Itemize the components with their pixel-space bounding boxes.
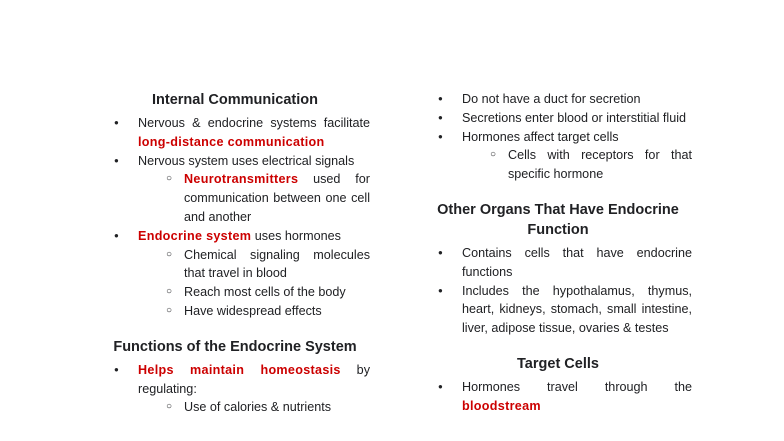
sub-list bbox=[138, 246, 370, 321]
list-item: ● Do not have a duct for secretion bbox=[424, 90, 692, 109]
spacer bbox=[424, 338, 692, 354]
highlight-text: Neurotransmitters bbox=[184, 172, 299, 187]
sub-list-item: ○ Chemical signaling molecules that travel in blood bbox=[138, 246, 370, 284]
heading-internal-communication: Internal Communication bbox=[152, 92, 318, 108]
list-item bbox=[100, 114, 370, 152]
list-item bbox=[100, 361, 370, 417]
sub-list bbox=[138, 170, 370, 226]
item-text: Nervous & endocrine systems facilitate bbox=[138, 116, 370, 130]
highlight-text: Helps maintain homeostasis bbox=[138, 362, 341, 377]
item-text: Hormones travel through the bbox=[462, 379, 692, 394]
list-item: ● Secretions enter blood or interstitial fluid bbox=[424, 109, 692, 128]
list-item bbox=[424, 378, 692, 416]
endocrine-gland-list bbox=[424, 90, 692, 184]
list-item bbox=[424, 128, 692, 184]
list-item bbox=[100, 152, 370, 227]
list-item: ● Contains cells that have endocrine functions bbox=[424, 244, 692, 282]
sub-list-item: ○ Use of calories & nutrients bbox=[138, 398, 370, 417]
left-column bbox=[100, 90, 370, 417]
sub-list-item: ○ Cells with receptors for that specific hormone bbox=[462, 146, 692, 184]
internal-communication-list bbox=[100, 114, 370, 321]
heading-functions-endocrine: Functions of the Endocrine System bbox=[113, 338, 357, 355]
highlight-text: long-distance communication bbox=[138, 134, 325, 149]
functions-list bbox=[100, 361, 370, 417]
other-organs-list bbox=[424, 244, 692, 338]
item-text: by regulating: bbox=[138, 362, 370, 396]
heading-target-cells: Target Cells bbox=[517, 355, 599, 372]
item-text: Hormones affect target cells bbox=[462, 129, 619, 144]
item-text: uses hormones bbox=[251, 228, 341, 243]
sub-list-item: ○ Have widespread effects bbox=[138, 302, 370, 321]
right-column bbox=[424, 90, 692, 416]
spacer bbox=[100, 321, 370, 337]
sub-list bbox=[462, 146, 692, 184]
spacer bbox=[424, 184, 692, 200]
item-text: Nervous system uses electrical signals bbox=[138, 153, 355, 168]
highlight-text: bloodstream bbox=[462, 398, 541, 413]
heading-other-organs: Other Organs That Have Endocrine Function bbox=[437, 201, 679, 238]
target-cells-list bbox=[424, 378, 692, 416]
sub-list-item bbox=[138, 170, 370, 226]
sub-list-item: ○ Reach most cells of the body bbox=[138, 283, 370, 302]
list-item: ● Includes the hypothalamus, thymus, heart, kidneys, stomach, small intestine, liver, adipose tissue, ovaries & testes bbox=[424, 282, 692, 338]
item-text: used for communication between one cell and another bbox=[184, 172, 370, 224]
highlight-text: Endocrine system bbox=[138, 228, 252, 243]
sub-list bbox=[138, 398, 370, 417]
list-item bbox=[100, 227, 370, 321]
